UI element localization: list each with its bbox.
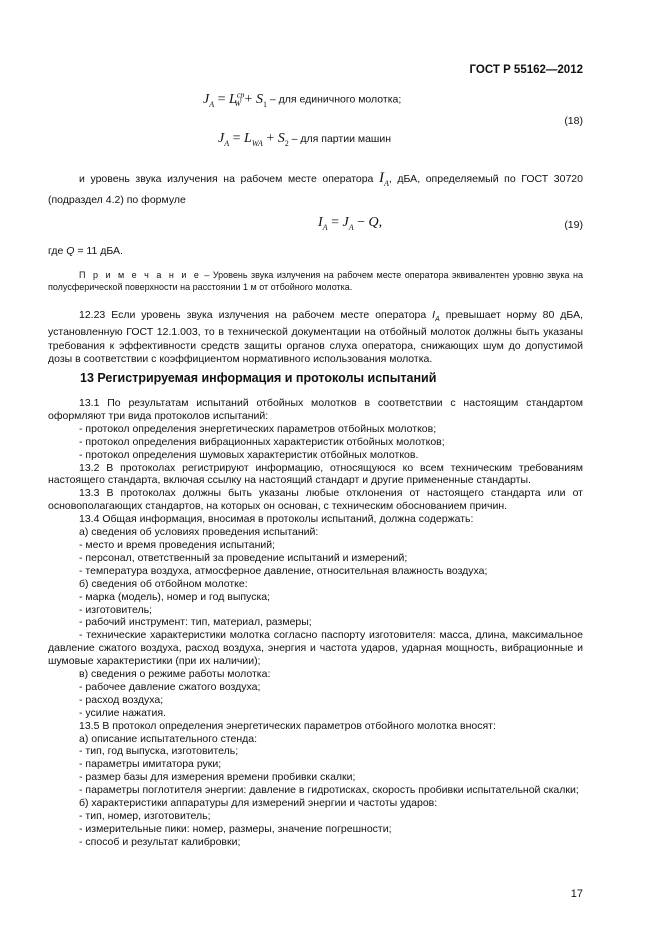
section-line: - протокол определения вибрационных характеристик отбойных молотков; bbox=[79, 435, 445, 448]
formula-18a bbox=[203, 90, 401, 108]
section-13-title: 13 Регистрируемая информация и протоколы испытаний bbox=[80, 371, 437, 385]
section-line: - тип, номер, изготовитель; bbox=[79, 810, 211, 822]
equation-number-19: (19) bbox=[564, 219, 583, 231]
formula-19 bbox=[318, 215, 382, 232]
operator-level-paragraph: и уровень звука излучения на рабочем месте оператора $I_A$, дБА, определяемый по ГОСТ 30720 (подраздел 4.2) по формуле bbox=[48, 170, 583, 206]
paragraph-12-23: 12.23 Если уровень звука излучения на рабочем месте оператора $I_A$ превышает норму 80 дБА, установленную ГОСТ 12.1.003, то в технической документации на отбойный молоток должны быть указаны требования к эффективности средств защиты органов слуха оператора, снижающих шум до допустимой дозы в соответствии с коэффициентом нормативного использования молотка. bbox=[48, 309, 583, 365]
formula-19-expression: $I_A = J_A - Q$, bbox=[318, 215, 383, 232]
equation-number-18: (18) bbox=[564, 115, 583, 127]
section-line: - протокол определения шумовых характеристик отбойных молотков. bbox=[79, 448, 419, 461]
note-label: П р и м е ч а н и е bbox=[79, 270, 201, 280]
section-line: 13.2 В протоколах регистрируют информацию, относящуюся ко всем техническим требованиям настоящего стандарта, включая ссылку на настоящий стандарт и другие примененные стандарты. bbox=[48, 461, 583, 487]
section-line: - место и время проведения испытаний; bbox=[79, 538, 276, 551]
section-line: - температура воздуха, атмосферное давление, относительная влажность воздуха; bbox=[79, 564, 488, 577]
section-line: - параметры имитатора руки; bbox=[79, 758, 222, 771]
note-text: – Уровень звука излучения на рабочем месте оператора эквивалентен уровню звука на полусферической поверхности на расстоянии 1 м от отбойного молотка. bbox=[48, 270, 583, 292]
where-q-line: где Q = 11 дБА. bbox=[48, 245, 123, 257]
formula-18b bbox=[218, 131, 391, 148]
section-line: б) сведения об отбойном молотке: bbox=[79, 577, 248, 590]
section-line: - протокол определения энергетических параметров отбойных молотков; bbox=[79, 422, 437, 435]
section-line: - персонал, ответственный за проведение испытаний и измерений; bbox=[79, 551, 408, 564]
section-line: 13.4 Общая информация, вносимая в протоколы испытаний, должна содержать: bbox=[79, 513, 474, 526]
section-line: 13.3 В протоколах должны быть указаны любые отклонения от настоящего стандарта или от основополагающих стандартов, на которых он основан, с техническим обоснованием причин. bbox=[48, 487, 583, 513]
section-line: в) сведения о режиме работы молотка: bbox=[79, 668, 271, 681]
note-block bbox=[48, 270, 583, 293]
formula-18a-description: – для единичного молотка; bbox=[269, 93, 402, 106]
section-13-body bbox=[48, 397, 583, 849]
section-line: - измерительные пики: номер, размеры, значение погрешности; bbox=[79, 822, 392, 835]
section-line: - рабочий инструмент: тип, материал, размеры; bbox=[79, 616, 312, 629]
section-line: - усилие нажатия. bbox=[79, 706, 166, 719]
formula-18b-expression: $J_A = L_{WA} + S_2$ bbox=[218, 131, 289, 148]
operator-level-symbol: $I_A$ bbox=[379, 170, 389, 188]
section-line: - технические характеристики молотка согласно паспорту изготовителя: масса, длина, максимальное давление сжатого воздуха, расход воздуха, энергия и частота ударов, ударная мощность, вибрационные и шумовые характеристики (при их наличии); bbox=[48, 629, 583, 668]
section-line: 13.1 По результатам испытаний отбойных молотков в соответствии с настоящим стандартом оформляют три вида протоколов испытаний: bbox=[48, 397, 583, 422]
section-line: - параметры поглотителя энергии: давление в гидротисках, скорость пробивки испытательной скалки; bbox=[79, 784, 579, 797]
section-line: 13.5 В протокол определения энергетических параметров отбойного молотка вносят: bbox=[79, 719, 496, 732]
standard-number-header: ГОСТ Р 55162—2012 bbox=[469, 64, 583, 76]
section-line: б) характеристики аппаратуры для измерений энергии и частоты ударов: bbox=[79, 797, 438, 810]
page-number: 17 bbox=[570, 888, 583, 900]
section-line: а) сведения об условиях проведения испытаний: bbox=[79, 526, 319, 539]
section-line: - размер базы для измерения времени пробивки скалки; bbox=[79, 771, 356, 784]
section-line: - расход воздуха; bbox=[79, 693, 164, 706]
section-line: - изготовитель; bbox=[79, 603, 152, 616]
section-line: - способ и результат калибровки; bbox=[79, 835, 241, 848]
section-line: - рабочее давление сжатого воздуха; bbox=[79, 680, 261, 693]
section-line: а) описание испытательного стенда: bbox=[79, 732, 258, 745]
section-line: - марка (модель), номер и год выпуска; bbox=[79, 590, 271, 603]
section-line: - тип, год выпуска, изготовитель; bbox=[79, 745, 239, 758]
formula-18a-expression: $J_A = L^{ср}_W + S_1$ bbox=[203, 90, 267, 109]
formula-18b-description: – для партии машин bbox=[291, 133, 391, 145]
